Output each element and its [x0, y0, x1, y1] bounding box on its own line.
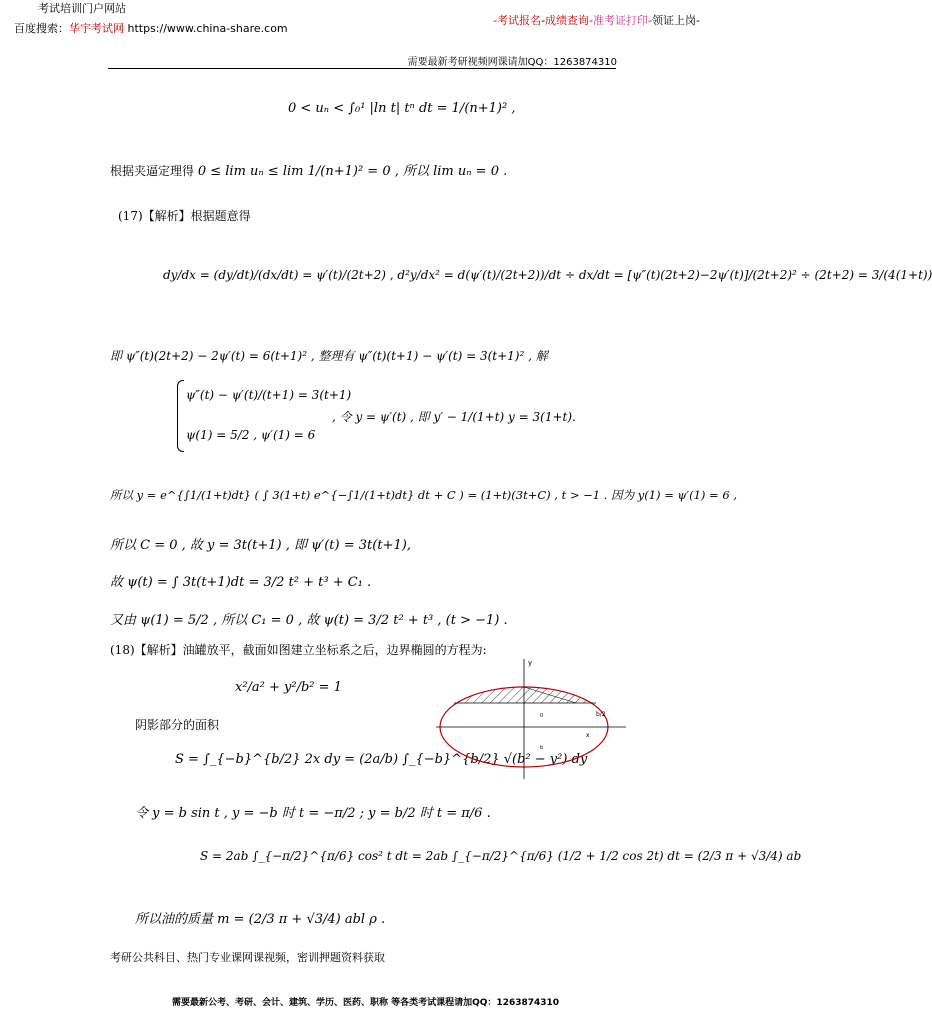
squeeze-text: 根据夹逼定理得 [110, 164, 195, 178]
nav-link-scores[interactable]: 成绩查询 [545, 14, 590, 27]
nav-link-license[interactable]: 领证上岗 [652, 14, 697, 27]
line-area-integral: S = ∫_{−b}^{b/2} 2x dy = (2a/b) ∫_{−b}^{b/2} √(b² − y²) dy [175, 752, 588, 767]
line-initial-conditions: ψ(1) = 5/2 , ψ′(1) = 6 [186, 428, 316, 442]
line-substitution: , 令 y = ψ′(t) , 即 y′ − 1/(1+t) y = 3(1+t). [332, 410, 576, 424]
line-ellipse-equation: x²/a² + y²/b² = 1 [235, 680, 342, 695]
line-derivatives: dy/dx = (dy/dt)/(dx/dt) = ψ′(t)/(2t+2) , d²y/dx² = d(ψ′(t)/(2t+2))/dt ÷ dx/dt = [ψ″(t)(2t+2)−2ψ′(t)]/(2t+2)² ÷ (2t+2) = 3/(4(1+t)) [163, 268, 932, 282]
section-18-heading: (18)【解析】油罐放平，截面如图建立坐标系之后，边界椭圆的方程为: [110, 643, 487, 657]
line-psi-result: 又由 ψ(1) = 5/2 , 所以 C₁ = 0 , 故 ψ(t) = 3/2 t² + t³ , (t > −1) . [110, 613, 508, 628]
nav-link-admission-ticket[interactable]: 准考证打印 [593, 14, 649, 27]
footer-note: 考研公共科目、热门专业课网课视频，密训押题资料获取 [110, 951, 385, 964]
nav-links: -考试报名-成绩查询-准考证打印-领证上岗- [493, 14, 700, 27]
line-simplify: 即 ψ″(t)(2t+2) − 2ψ′(t) = 6(t+1)² , 整理有 ψ″(t)(t+1) − ψ′(t) = 3(t+1)² , 解 [110, 349, 548, 363]
section-17-heading: (17)【解析】根据题意得 [118, 209, 251, 223]
site-url-link[interactable]: https://www.china-share.com [127, 22, 288, 35]
site-title: 考试培训门户网站 [38, 2, 126, 15]
origin-label: 0 [540, 713, 544, 719]
line-integrate-psi: 故 ψ(t) = ∫ 3t(t+1)dt = 3/2 t² + t³ + C₁ . [110, 575, 372, 590]
search-line [14, 20, 288, 36]
header-rule [108, 68, 616, 69]
system-brace [177, 380, 184, 452]
line-area-result: S = 2ab ∫_{−π/2}^{π/6} cos² t dt = 2ab ∫_{−π/2}^{π/6} (1/2 + 1/2 cos 2t) dt = (2/3 π + √3/4) ab [200, 849, 802, 863]
y-axis-label: y [528, 659, 533, 667]
squeeze-math: 0 ≤ lim uₙ ≤ lim 1/(n+1)² = 0 , 所以 lim uₙ = 0 . [197, 164, 508, 179]
half-b-label: b/2 [596, 711, 606, 718]
line-oil-mass: 所以油的质量 m = (2/3 π + √3/4) abl ρ . [135, 912, 386, 927]
b-label: b [540, 745, 544, 751]
line-shaded-area-label: 阴影部分的面积 [135, 718, 220, 732]
footer-contact: 需要最新公考、考研、会计、建筑、学历、医药、职称 等各类考试课程请加QQ：1263874310 [172, 998, 560, 1008]
line-squeeze [110, 160, 507, 179]
nav-link-register[interactable]: 考试报名 [497, 14, 542, 27]
x-axis-label: x [586, 732, 590, 739]
search-label: 百度搜索： [14, 22, 69, 35]
search-term-link[interactable]: 华宇考试网 [69, 22, 124, 35]
line-inequality: 0 < uₙ < ∫₀¹ |ln t| tⁿ dt = 1/(n+1)² , [288, 101, 516, 116]
line-general-solution: 所以 y = e^{∫1/(1+t)dt} ( ∫ 3(1+t) e^{−∫1/(1+t)dt} dt + C ) = (1+t)(3t+C) , t > −1 . 因为 y(1) = ψ′(1) = 6 , [110, 488, 737, 502]
line-ode: ψ″(t) − ψ′(t)/(t+1) = 3(t+1) [186, 388, 352, 402]
line-constant-c: 所以 C = 0 , 故 y = 3t(t+1) , 即 ψ′(t) = 3t(t+1), [110, 538, 411, 553]
qq-contact-line: 需要最新考研视频网课请加QQ：1263874310 [407, 57, 617, 68]
line-trig-substitution: 令 y = b sin t , y = −b 时 t = −π/2 ; y = b/2 时 t = π/6 . [135, 806, 491, 821]
ellipse-figure [436, 655, 636, 790]
